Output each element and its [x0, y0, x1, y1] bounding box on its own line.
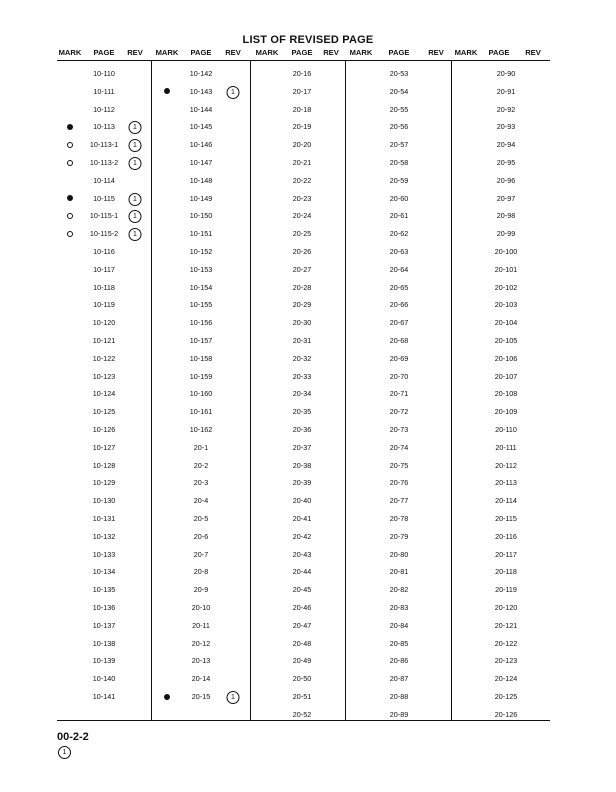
page-number-cell: 10-116 [93, 247, 115, 256]
page-number-cell: 10-146 [189, 140, 213, 150]
page-number-cell: 10-149 [189, 193, 213, 203]
page-number-cell: 20-101 [494, 264, 518, 274]
page-number-cell: 10-161 [189, 407, 213, 417]
page-number-cell: 20-122 [494, 638, 518, 648]
page-number-cell: 20-18 [292, 104, 312, 114]
page-number-cell: 20-23 [292, 193, 312, 203]
page-number-cell: 20-118 [495, 567, 517, 577]
page-number-cell: 20-37 [292, 442, 312, 452]
footer-page-number: 00-2-2 [57, 731, 89, 743]
page-number-cell: 20-16 [292, 69, 312, 78]
header-rev-3: REV [323, 48, 339, 57]
page-number-cell: 20-2 [193, 460, 209, 470]
revision-circle: 1 [227, 86, 240, 99]
revision-circle: 1 [129, 121, 142, 134]
revision-circle: 1 [129, 210, 142, 223]
page-number-cell: 10-154 [189, 282, 213, 292]
page-number-cell: 20-121 [494, 620, 518, 630]
page-number-cell: 10-126 [92, 425, 116, 434]
page-number-cell: 20-47 [292, 620, 312, 630]
page-number-cell: 20-69 [389, 353, 409, 363]
page-number-cell: 10-129 [92, 478, 116, 488]
page-number-cell: 20-123 [494, 656, 518, 666]
page-number-cell: 10-115 [93, 193, 115, 203]
page-number-cell: 10-150 [189, 211, 213, 221]
page-number-cell: 20-99 [496, 229, 516, 239]
page-number-cell: 20-36 [292, 425, 312, 434]
page-number-cell: 20-6 [193, 531, 209, 541]
page-number-cell: 10-117 [93, 264, 115, 274]
header-page-5: PAGE [488, 48, 510, 57]
page-number-cell: 20-39 [292, 478, 312, 488]
page-number-cell: 20-25 [292, 229, 312, 239]
page-number-cell: 20-119 [495, 585, 517, 595]
added-page-mark-icon [67, 142, 73, 148]
page-number-cell: 10-115-2 [89, 229, 119, 239]
footer-rule [57, 720, 550, 721]
page-number-cell: 10-145 [189, 122, 213, 132]
new-page-mark-icon [67, 124, 73, 130]
page-number-cell: 20-28 [292, 282, 312, 292]
page-number-cell: 20-27 [292, 264, 312, 274]
page-number-cell: 20-103 [494, 300, 518, 310]
page-number-cell: 20-85 [389, 638, 409, 648]
page-number-cell: 20-76 [389, 478, 409, 488]
page-number-cell: 20-33 [292, 371, 312, 381]
page-number-cell: 20-71 [389, 389, 409, 399]
page-number-cell: 10-123 [92, 371, 116, 381]
page-number-cell: 20-9 [193, 585, 209, 595]
page-number-cell: 20-117 [495, 549, 517, 559]
page-number-cell: 20-89 [389, 709, 409, 719]
page-number-cell: 20-116 [495, 531, 517, 541]
page-number-cell: 20-81 [389, 567, 409, 577]
page-number-cell: 20-63 [389, 247, 409, 256]
page-number-cell: 20-1 [193, 442, 209, 452]
page-number-cell: 20-83 [389, 603, 409, 612]
page-number-cell: 20-43 [292, 549, 312, 559]
page-number-cell: 20-26 [292, 247, 312, 256]
page-number-cell: 20-115 [495, 514, 517, 523]
page-number-cell: 20-8 [193, 567, 209, 577]
page-number-cell: 20-106 [494, 353, 518, 363]
column-divider-4 [451, 61, 452, 720]
page-number-cell: 20-30 [292, 318, 312, 328]
page-number-cell: 10-133 [92, 549, 116, 559]
page-number-cell: 10-131 [92, 514, 116, 523]
page-number-cell: 20-21 [292, 158, 312, 167]
page-number-cell: 20-80 [389, 549, 409, 559]
page-number-cell: 20-38 [292, 460, 312, 470]
page-number-cell: 20-102 [494, 282, 518, 292]
page-number-cell: 20-61 [389, 211, 409, 221]
page-number-cell: 10-124 [92, 389, 116, 399]
page-number-cell: 20-53 [389, 69, 409, 78]
page-number-cell: 10-156 [189, 318, 213, 328]
page-number-cell: 20-68 [389, 336, 409, 345]
page-number-cell: 20-14 [191, 674, 211, 684]
page-number-cell: 20-98 [496, 211, 516, 221]
page-number-cell: 20-113 [495, 478, 517, 488]
page-number-cell: 20-95 [496, 158, 516, 167]
page-number-cell: 20-20 [292, 140, 312, 150]
page-number-cell: 20-62 [389, 229, 409, 239]
page-number-cell: 10-118 [93, 282, 115, 292]
page-number-cell: 20-31 [292, 336, 312, 345]
revision-circle: 1 [227, 691, 240, 704]
page-number-cell: 20-74 [389, 442, 409, 452]
page-number-cell: 10-134 [92, 567, 116, 577]
page-number-cell: 10-132 [92, 531, 116, 541]
page-number-cell: 10-121 [92, 336, 116, 345]
page-number-cell: 20-22 [292, 175, 312, 185]
page-number-cell: 20-56 [389, 122, 409, 132]
page-number-cell: 10-125 [92, 407, 116, 417]
page-number-cell: 10-113-1 [89, 140, 119, 150]
page-number-cell: 20-120 [494, 603, 518, 612]
page-number-cell: 20-91 [496, 86, 516, 96]
header-page-2: PAGE [190, 48, 212, 57]
page-number-cell: 20-77 [389, 496, 409, 506]
page-number-cell: 20-109 [494, 407, 518, 417]
page-number-cell: 20-45 [292, 585, 312, 595]
page-number-cell: 20-93 [496, 122, 516, 132]
added-page-mark-icon [67, 213, 73, 219]
header-mark-4: MARK [349, 48, 373, 57]
page-number-cell: 20-72 [389, 407, 409, 417]
page-number-cell: 20-42 [292, 531, 312, 541]
page-number-cell: 20-90 [496, 69, 516, 78]
page-number-cell: 20-124 [494, 674, 518, 684]
page-number-cell: 10-115-1 [89, 211, 119, 221]
page-number-cell: 20-51 [292, 692, 312, 701]
revision-circle: 1 [129, 193, 142, 206]
page-number-cell: 10-159 [189, 371, 213, 381]
page-number-cell: 20-24 [292, 211, 312, 221]
page-number-cell: 20-40 [292, 496, 312, 506]
page-number-cell: 20-17 [292, 86, 312, 96]
page-number-cell: 20-57 [389, 140, 409, 150]
page-number-cell: 10-157 [189, 336, 213, 345]
page-number-cell: 20-48 [292, 638, 312, 648]
page-number-cell: 10-137 [92, 620, 116, 630]
table-header [0, 48, 616, 60]
page-number-cell: 20-78 [389, 514, 409, 523]
page-number-cell: 20-5 [193, 514, 209, 523]
added-page-mark-icon [67, 160, 73, 166]
page-number-cell: 20-67 [389, 318, 409, 328]
page-number-cell: 20-19 [292, 122, 312, 132]
footer-revision-circle: 1 [58, 746, 71, 759]
header-page-4: PAGE [388, 48, 410, 57]
page-number-cell: 20-126 [494, 709, 518, 719]
page-number-cell: 20-60 [389, 193, 409, 203]
page-number-cell: 20-70 [389, 371, 409, 381]
page-number-cell: 20-87 [389, 674, 409, 684]
column-divider-1 [151, 61, 152, 720]
page-number-cell: 20-54 [389, 86, 409, 96]
page-number-cell: 20-59 [389, 175, 409, 185]
new-page-mark-icon [164, 88, 170, 94]
header-rev-5: REV [525, 48, 541, 57]
header-rule [57, 60, 550, 61]
page-number-cell: 10-139 [92, 656, 116, 666]
page-number-cell: 20-12 [191, 638, 211, 648]
page-number-cell: 20-88 [389, 692, 409, 701]
new-page-mark-icon [164, 694, 170, 700]
header-page-3: PAGE [291, 48, 313, 57]
page-number-cell: 20-94 [496, 140, 516, 150]
page-number-cell: 20-4 [193, 496, 209, 506]
header-mark-2: MARK [155, 48, 179, 57]
header-mark-3: MARK [255, 48, 279, 57]
page-number-cell: 20-10 [191, 603, 211, 612]
page-number-cell: 10-135 [92, 585, 116, 595]
page-number-cell: 20-92 [496, 104, 516, 114]
page-number-cell: 10-155 [189, 300, 213, 310]
page-number-cell: 20-65 [389, 282, 409, 292]
page-number-cell: 20-107 [494, 371, 518, 381]
page-number-cell: 10-122 [92, 353, 116, 363]
page-number-cell: 20-104 [494, 318, 518, 328]
page-number-cell: 20-111 [495, 442, 517, 452]
page-number-cell: 10-153 [189, 264, 213, 274]
page-number-cell: 10-147 [189, 158, 213, 167]
page-number-cell: 10-143 [189, 86, 213, 96]
page-number-cell: 20-110 [495, 425, 517, 434]
page-number-cell: 10-140 [92, 674, 116, 684]
page-number-cell: 20-49 [292, 656, 312, 666]
page-number-cell: 10-114 [93, 175, 115, 185]
page-number-cell: 10-162 [189, 425, 213, 434]
page-title: LIST OF REVISED PAGE [242, 34, 374, 46]
page-number-cell: 20-108 [494, 389, 518, 399]
page-number-cell: 20-86 [389, 656, 409, 666]
page-number-cell: 20-46 [292, 603, 312, 612]
header-page-1: PAGE [93, 48, 115, 57]
page-number-cell: 20-79 [389, 531, 409, 541]
revision-circle: 1 [129, 157, 142, 170]
page-number-cell: 20-32 [292, 353, 312, 363]
page-number-cell: 10-138 [92, 638, 116, 648]
page-number-cell: 20-44 [292, 567, 312, 577]
page-number-cell: 20-35 [292, 407, 312, 417]
page-number-cell: 10-148 [189, 175, 213, 185]
page-number-cell: 20-73 [389, 425, 409, 434]
page-number-cell: 20-52 [292, 709, 312, 719]
page-number-cell: 20-41 [292, 514, 312, 523]
page-number-cell: 10-142 [189, 69, 213, 78]
page-number-cell: 20-15 [191, 692, 211, 701]
page-number-cell: 20-66 [389, 300, 409, 310]
column-divider-2 [250, 61, 251, 720]
page-number-cell: 20-3 [193, 478, 209, 488]
page-number-cell: 10-119 [93, 300, 115, 310]
page-number-cell: 20-97 [496, 193, 516, 203]
header-rev-1: REV [127, 48, 143, 57]
page-number-cell: 10-136 [92, 603, 116, 612]
revision-circle: 1 [129, 139, 142, 152]
header-mark-1: MARK [58, 48, 82, 57]
page-number-cell: 20-55 [389, 104, 409, 114]
page-number-cell: 20-96 [496, 175, 516, 185]
added-page-mark-icon [67, 231, 73, 237]
page-number-cell: 20-105 [494, 336, 518, 345]
page-number-cell: 10-152 [189, 247, 213, 256]
page-number-cell: 20-114 [495, 496, 517, 506]
page-number-cell: 10-144 [189, 104, 213, 114]
page-number-cell: 20-58 [389, 158, 409, 167]
column-divider-3 [345, 61, 346, 720]
page-number-cell: 10-151 [189, 229, 213, 239]
page-number-cell: 10-128 [92, 460, 116, 470]
header-mark-5: MARK [454, 48, 478, 57]
page-number-cell: 10-113 [93, 122, 115, 132]
page-number-cell: 20-75 [389, 460, 409, 470]
page-number-cell: 10-113-2 [89, 158, 119, 167]
page-number-cell: 10-130 [92, 496, 116, 506]
page-number-cell: 10-158 [189, 353, 213, 363]
header-rev-4: REV [428, 48, 444, 57]
page-number-cell: 20-11 [192, 620, 210, 630]
page-number-cell: 20-84 [389, 620, 409, 630]
page-number-cell: 10-111 [93, 86, 115, 96]
page-number-cell: 20-29 [292, 300, 312, 310]
page-number-cell: 10-110 [93, 69, 115, 78]
page-number-cell: 20-125 [494, 692, 518, 701]
page-number-cell: 10-112 [93, 104, 115, 114]
page-number-cell: 20-34 [292, 389, 312, 399]
new-page-mark-icon [67, 195, 73, 201]
revision-circle: 1 [129, 228, 142, 241]
page-number-cell: 20-7 [193, 549, 209, 559]
page-number-cell: 10-141 [92, 692, 116, 701]
page-number-cell: 10-160 [189, 389, 213, 399]
page-number-cell: 10-127 [92, 442, 116, 452]
header-rev-2: REV [225, 48, 241, 57]
page-number-cell: 20-112 [495, 460, 517, 470]
page-number-cell: 10-120 [92, 318, 116, 328]
page-number-cell: 20-13 [191, 656, 211, 666]
page-number-cell: 20-64 [389, 264, 409, 274]
page-number-cell: 20-50 [292, 674, 312, 684]
page-number-cell: 20-100 [494, 247, 518, 256]
page-number-cell: 20-82 [389, 585, 409, 595]
